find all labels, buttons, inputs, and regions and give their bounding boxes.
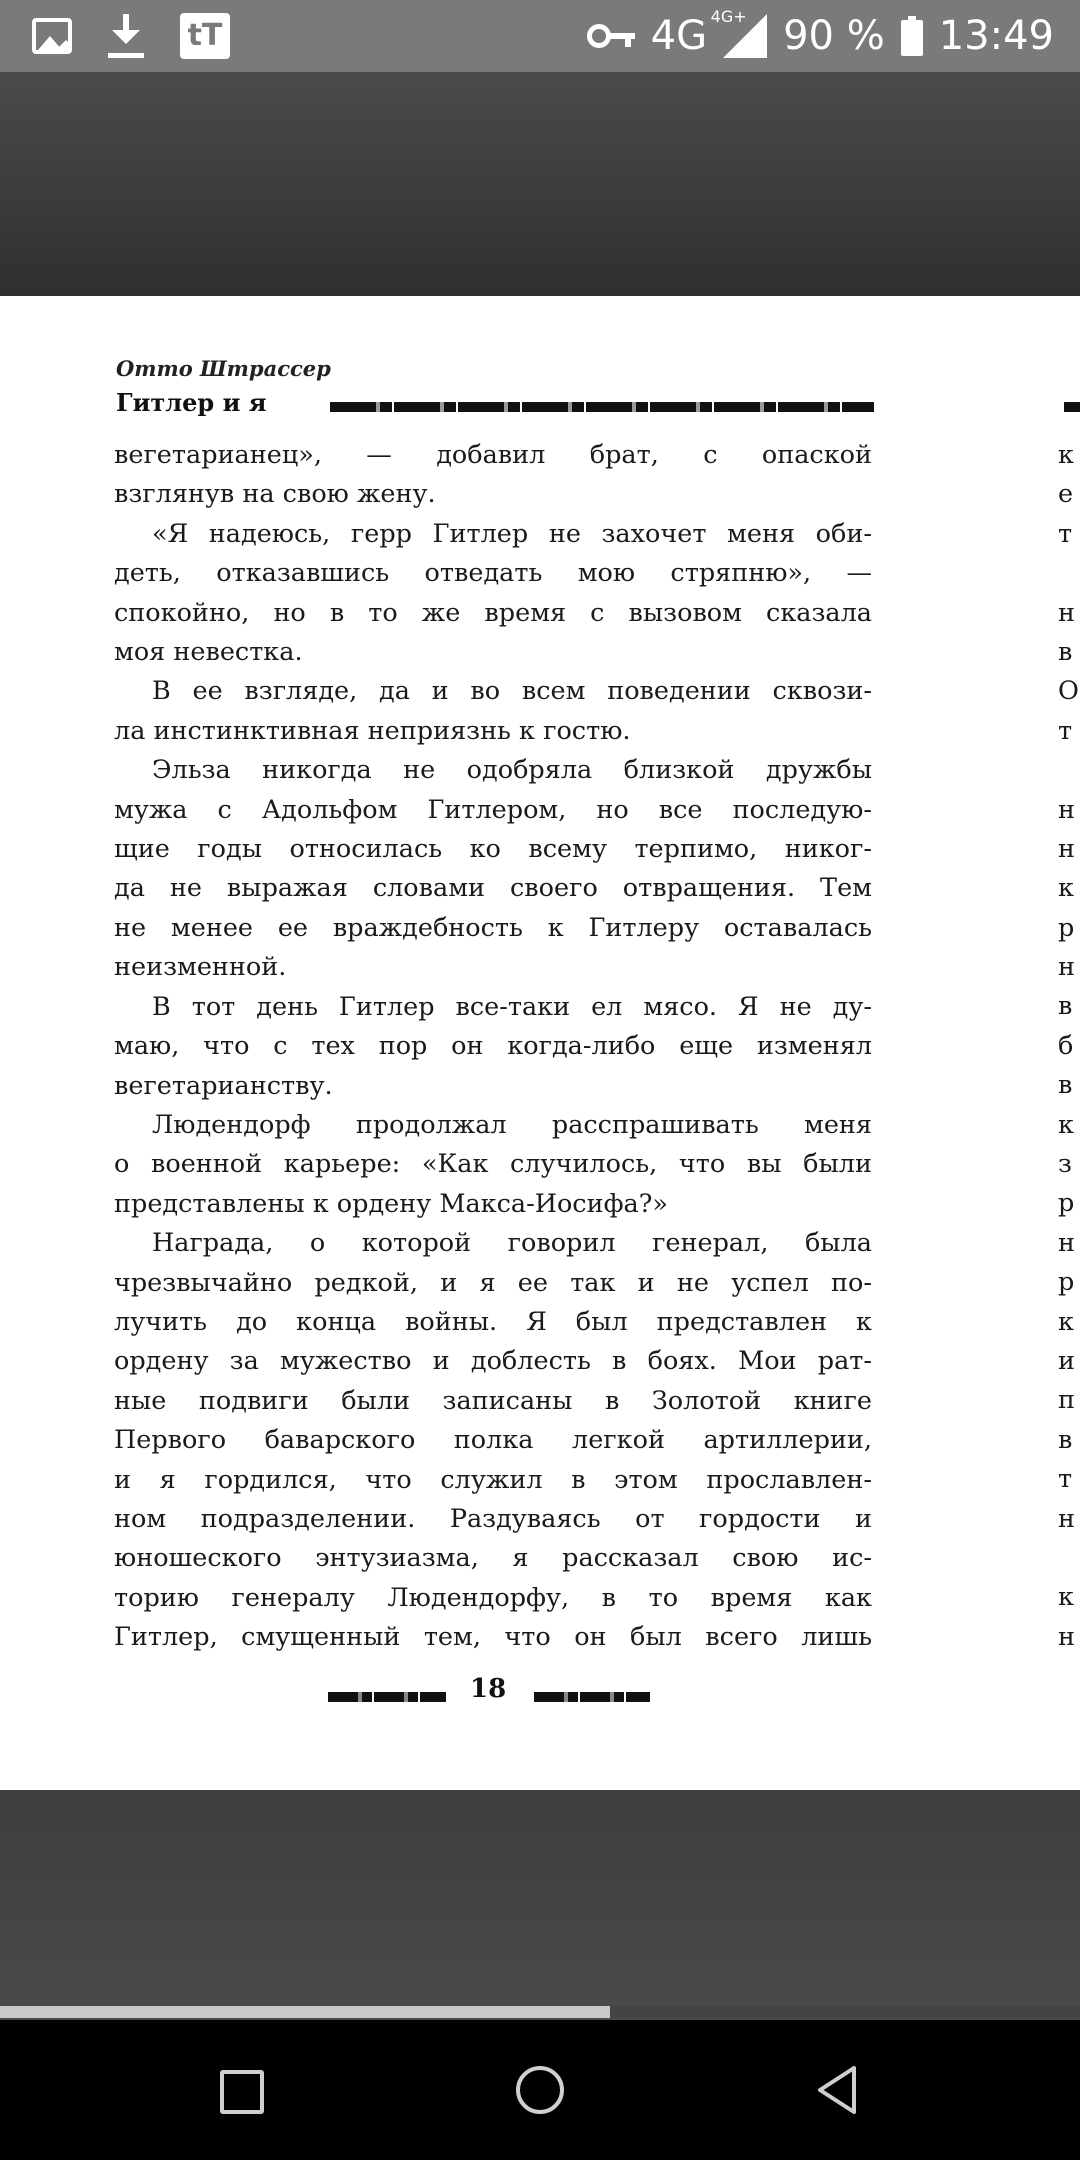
clock: 13:49: [938, 13, 1054, 59]
next-page-letter: б: [1058, 1030, 1074, 1061]
next-page-letter: в: [1058, 636, 1073, 667]
next-page-letter: н: [1058, 794, 1075, 825]
reading-progress-fill: [0, 2006, 610, 2018]
text-line: маю, что с тех пор он когда-либо еще изменял: [114, 1031, 872, 1062]
next-page-letter: О: [1058, 676, 1079, 707]
book-page[interactable]: [0, 296, 1080, 1790]
next-page-letter: н: [1058, 597, 1075, 628]
text-line: представлены к ордену Макса-Иосифа?»: [114, 1188, 669, 1219]
footer-ornament-left: [328, 1692, 446, 1702]
next-page-letter: к: [1058, 440, 1074, 470]
next-page-letter: н: [1058, 833, 1075, 864]
text-line: да не выражая словами своего отвращения. Тем: [114, 873, 872, 904]
text-line: деть, отказавшись отведать мою стряпню», —: [114, 558, 872, 589]
text-line: неизменной.: [114, 952, 287, 983]
text-line: ордену за мужество и доблесть в боях. Мои рат-: [114, 1346, 872, 1377]
reading-progress-bar[interactable]: [0, 2006, 1080, 2018]
next-page-letter: н: [1058, 952, 1075, 983]
next-page-letter: в: [1058, 1070, 1073, 1101]
text-line: щие годы относилась ко всему терпимо, никог-: [114, 834, 872, 865]
next-page-letter: [1058, 554, 1080, 593]
image-icon: [32, 18, 72, 54]
text-line: мужа с Адольфом Гитлером, но все последую-: [114, 794, 872, 825]
next-page-letter: к: [1058, 1582, 1074, 1613]
text-line: ном подразделении. Раздуваясь от гордости и: [114, 1503, 872, 1534]
text-line: моя невестка.: [114, 637, 303, 668]
text-line: В ее взгляде, да и во всем поведении сквози-: [152, 676, 872, 707]
text-line: спокойно, но в то же время с вызовом сказала: [114, 597, 872, 628]
text-line: вегетарианец», — добавил брат, с опаской: [114, 440, 872, 470]
next-page-letter: к: [1058, 873, 1074, 904]
next-page-letter: р: [1058, 912, 1075, 943]
next-page-edge[interactable]: [1058, 436, 1080, 1657]
battery-icon: [901, 16, 923, 56]
back-triangle-icon: [810, 2060, 870, 2120]
battery-percent: 90 %: [783, 13, 885, 59]
next-page-letter: з: [1058, 1149, 1072, 1180]
next-page-letter: н: [1058, 1503, 1075, 1534]
text-line: В тот день Гитлер все-таки ел мясо. Я не ду-: [152, 991, 872, 1022]
text-line: Первого баварского полка легкой артиллерии,: [114, 1425, 872, 1456]
next-page-letter: [1058, 1539, 1080, 1578]
text-line: Людендорф продолжал расспрашивать меня: [152, 1109, 872, 1140]
text-line: юношеского энтузиазма, я рассказал свою ис-: [114, 1543, 872, 1574]
text-line: Награда, о которой говорил генерал, была: [152, 1228, 872, 1259]
next-page-letter: н: [1058, 1621, 1075, 1652]
text-line: «Я надеюсь, герр Гитлер не захочет меня оби-: [152, 518, 872, 549]
next-page-letter: т: [1058, 715, 1073, 746]
download-icon: [106, 14, 146, 58]
text-line: лучить до конца войны. Я был представлен к: [114, 1306, 872, 1337]
text-line: не менее ее враждебность к Гитлеру оставалась: [114, 912, 872, 943]
signal-icon: [723, 14, 767, 58]
text-line: торию генералу Людендорфу, в то время как: [114, 1582, 872, 1613]
next-page-letter: в: [1058, 1424, 1073, 1455]
footer-ornament-right: [534, 1692, 650, 1702]
home-button[interactable]: [510, 2060, 570, 2120]
tt-icon: tT: [180, 13, 230, 59]
back-button[interactable]: [810, 2060, 870, 2120]
next-page-letter: е: [1058, 479, 1074, 510]
next-page-letter: п: [1058, 1385, 1075, 1416]
header-ornament: [330, 402, 874, 412]
status-bar: [0, 0, 1080, 72]
next-page-letter: к: [1058, 1306, 1074, 1337]
reader-background-top[interactable]: [0, 72, 1080, 296]
text-line: Гитлер, смущенный тем, что он был всего лишь: [114, 1622, 872, 1653]
text-line: ные подвиги были записаны в Золотой книге: [114, 1385, 872, 1416]
network-label: 4G 4G+: [650, 7, 747, 59]
page-footer: [0, 1672, 980, 1712]
page-number: 18: [470, 1674, 507, 1704]
text-line: о военной карьере: «Как случилось, что вы были: [114, 1149, 872, 1180]
key-icon: [587, 21, 635, 51]
text-line: Эльза никогда не одобряла близкой дружбы: [152, 755, 872, 786]
text-line: ла инстинктивная неприязнь к гостю.: [114, 715, 631, 746]
next-page-letter: т: [1058, 1464, 1073, 1495]
running-title: Гитлер и я: [116, 388, 267, 417]
navigation-bar: [0, 2020, 1080, 2160]
text-line: взглянув на свою жену.: [114, 479, 436, 510]
next-page-letter: [1058, 751, 1080, 790]
page-text: [114, 436, 872, 1658]
reader-background-bottom[interactable]: [0, 1790, 1080, 2020]
next-page-letter: к: [1058, 1109, 1074, 1140]
running-author: Отто Штрассер: [116, 356, 331, 381]
next-page-letter: и: [1058, 1345, 1075, 1376]
next-page-letter: р: [1058, 1188, 1075, 1219]
network-super-label: 4G+: [710, 7, 747, 26]
recents-button[interactable]: [210, 2060, 270, 2120]
next-page-letter: р: [1058, 1267, 1075, 1298]
next-page-letter: н: [1058, 1227, 1075, 1258]
text-line: и я гордился, что служил в этом прославлен-: [114, 1464, 872, 1495]
next-page-ornament: [1064, 402, 1080, 412]
next-page-letter: т: [1058, 518, 1073, 549]
text-line: чрезвычайно редкой, и я ее так и не успел по-: [114, 1267, 872, 1298]
text-line: вегетарианству.: [114, 1070, 333, 1101]
next-page-letter: в: [1058, 991, 1073, 1022]
